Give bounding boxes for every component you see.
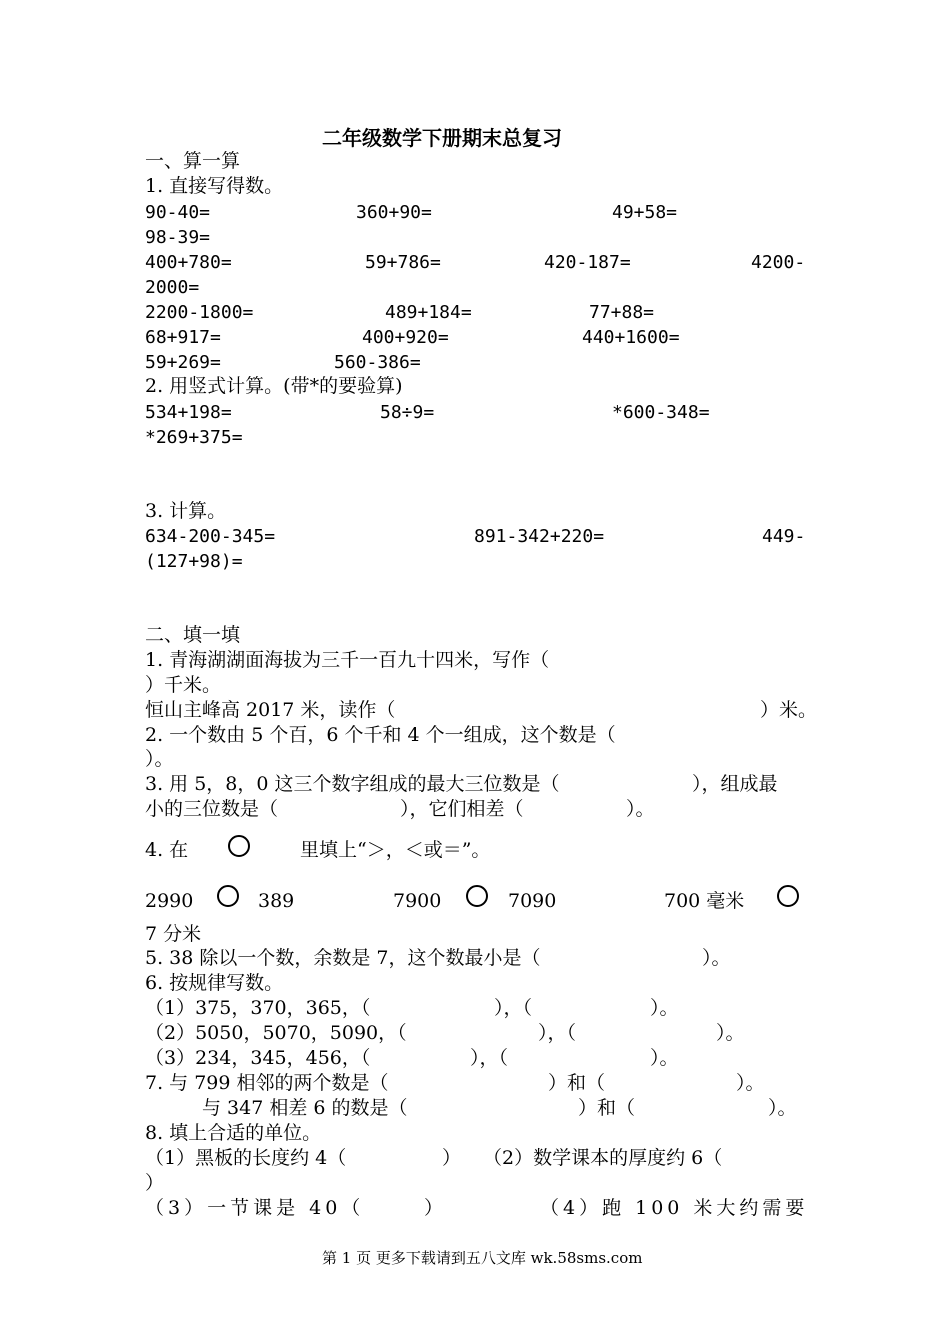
fill-text: 4. 在 — [145, 839, 189, 861]
arith-item: 400+780= — [145, 252, 232, 273]
fill-text: 1. 青海湖湖面海拔为三千一百九十四米，写作（ — [145, 649, 550, 671]
arith-item: 449- — [762, 526, 806, 547]
arith-item: 68+917= — [145, 327, 221, 348]
fill-text: （4）跑 100 米大约需要 — [540, 1197, 809, 1219]
fill-text: （3）一节课是 40（ — [145, 1197, 365, 1219]
arith-item: 560-386= — [334, 352, 421, 373]
fill-text: ）。 — [650, 997, 679, 1019]
fill-text: ）。 — [768, 1097, 797, 1119]
arith-item: 489+184= — [385, 302, 472, 323]
arith-item: 2000= — [145, 277, 200, 298]
compare-value: 7090 — [508, 890, 557, 912]
arith-item: 634-200-345= — [145, 526, 276, 547]
arith-item: 59+786= — [365, 252, 441, 273]
fill-text: （2）数学课本的厚度约 6（ — [483, 1147, 723, 1169]
fill-text: ）千米。 — [145, 674, 222, 696]
fill-text: 3. 用 5，8，0 这三个数字组成的最大三位数是（ — [145, 773, 560, 795]
page-title: 二年级数学下册期末总复习 — [322, 126, 562, 150]
fill-text: （1）375，370，365，（ — [145, 997, 371, 1019]
compare-circle[interactable] — [466, 885, 488, 907]
fill-text: ）米。 — [760, 699, 818, 721]
arith-item: (127+98)= — [145, 551, 243, 572]
fill-text: ） — [145, 1172, 165, 1194]
question-label: 1. 直接写得数。 — [145, 175, 284, 197]
compare-value: 7900 — [393, 890, 442, 912]
compare-value: 7 分米 — [145, 923, 202, 945]
arith-item: 4200- — [751, 252, 806, 273]
compare-value: 2990 — [145, 890, 194, 912]
page-footer: 第 1 页 更多下载请到五八文库 wk.58sms.com — [322, 1249, 643, 1267]
fill-text: 2. 一个数由 5 个百，6 个千和 4 个一组成，这个数是（ — [145, 724, 616, 746]
arith-item: 49+58= — [612, 202, 678, 223]
fill-text: ）和（ — [548, 1072, 606, 1094]
arith-item: 90-40= — [145, 202, 211, 223]
question-label: 2. 用竖式计算。(带*的要验算) — [145, 375, 403, 397]
fill-text: 小的三位数是（ — [145, 798, 279, 820]
arith-item: 2200-1800= — [145, 302, 254, 323]
fill-text: ），（ — [538, 1022, 577, 1044]
arith-item: 420-187= — [544, 252, 631, 273]
arith-item: *269+375= — [145, 427, 243, 448]
compare-circle[interactable] — [217, 885, 239, 907]
fill-text: ） — [442, 1147, 462, 1169]
fill-text: （1）黑板的长度约 4（ — [145, 1147, 347, 1169]
arith-item: 534+198= — [145, 402, 232, 423]
fill-text: 7. 与 799 相邻的两个数是（ — [145, 1072, 389, 1094]
fill-text: 里填上“＞，＜或＝”。 — [300, 839, 491, 861]
fill-text: 恒山主峰高 2017 米，读作（ — [145, 699, 396, 721]
arith-item: 58÷9= — [380, 402, 435, 423]
arith-item: 440+1600= — [582, 327, 680, 348]
fill-text: （3）234，345，456，（ — [145, 1047, 371, 1069]
fill-text: ）。 — [626, 798, 655, 820]
arith-item: *600-348= — [612, 402, 710, 423]
section-heading: 一、算一算 — [145, 150, 241, 172]
fill-text: ）。 — [650, 1047, 679, 1069]
compare-value: 700 毫米 — [664, 890, 745, 912]
fill-text: ）。 — [736, 1072, 765, 1094]
fill-text: ），（ — [470, 1047, 509, 1069]
fill-text: ），（ — [494, 997, 533, 1019]
compare-circle[interactable] — [228, 835, 250, 857]
fill-text: ）。 — [702, 947, 731, 969]
arith-item: 400+920= — [362, 327, 449, 348]
arith-item: 77+88= — [589, 302, 655, 323]
fill-text: ）。 — [145, 748, 174, 770]
section-heading: 二、填一填 — [145, 624, 241, 646]
compare-circle[interactable] — [777, 885, 799, 907]
arith-item: 360+90= — [356, 202, 432, 223]
question-label: 3. 计算。 — [145, 500, 227, 522]
fill-text: ）和（ — [578, 1097, 636, 1119]
arith-item: 98-39= — [145, 227, 211, 248]
fill-text: ），组成最 — [692, 773, 778, 795]
fill-text: ） — [424, 1197, 444, 1219]
fill-text: ），它们相差（ — [400, 798, 524, 820]
fill-text: 6. 按规律写数。 — [145, 972, 284, 994]
fill-text: ）。 — [716, 1022, 745, 1044]
fill-text: 5. 38 除以一个数，余数是 7，这个数最小是（ — [145, 947, 541, 969]
fill-text: 8. 填上合适的单位。 — [145, 1122, 322, 1144]
arith-item: 59+269= — [145, 352, 221, 373]
fill-text: （2）5050，5070，5090，（ — [145, 1022, 407, 1044]
fill-text: 与 347 相差 6 的数是（ — [202, 1097, 408, 1119]
arith-item: 891-342+220= — [474, 526, 605, 547]
compare-value: 389 — [258, 890, 295, 912]
